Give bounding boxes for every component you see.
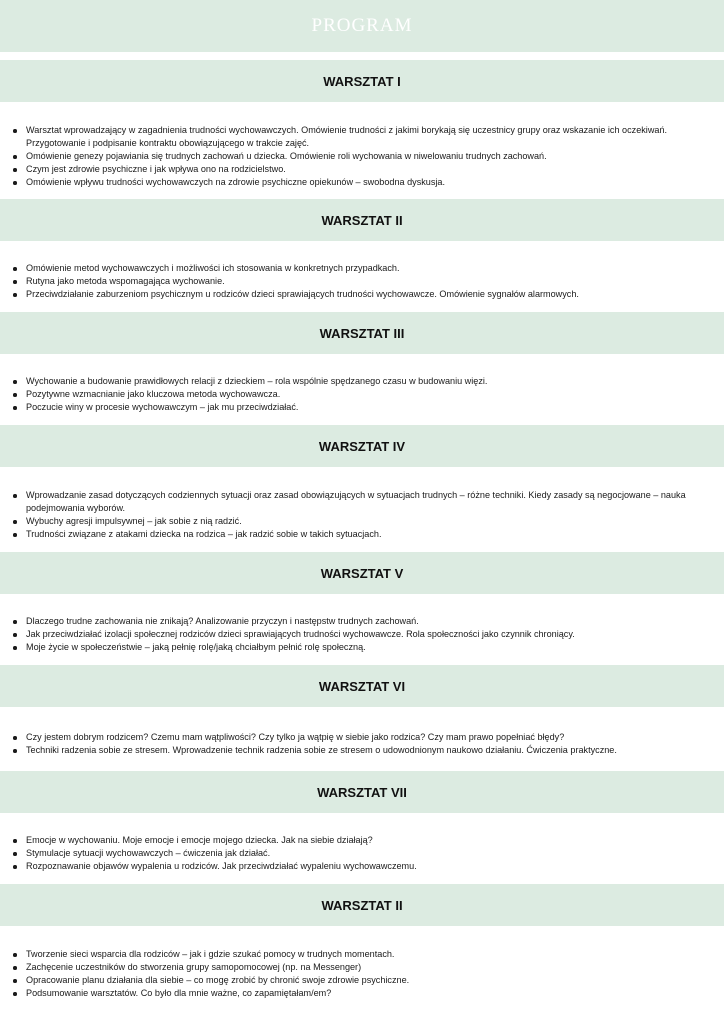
list-item: Omówienie genezy pojawiania się trudnych zachowań u dziecka. Omówienie roli wychowania w niwelowaniu trudnych zachowań. (26, 150, 706, 163)
section-title: WARSZTAT II (321, 897, 403, 913)
section-list-5 (0, 615, 706, 654)
list-item: Czym jest zdrowie psychiczne i jak wpływa ono na rodzicielstwo. (26, 163, 706, 176)
list-item: Techniki radzenia sobie ze stresem. Wprowadzenie technik radzenia sobie ze stresem o udowodnionym naukowo działaniu. Ćwiczenia praktyczne. (26, 744, 706, 757)
program-header (0, 0, 724, 52)
list-item: Trudności związane z atakami dziecka na rodzica – jak radzić sobie w takich sytuacjach. (26, 528, 706, 541)
section-header-8 (0, 884, 724, 926)
list-item: Rozpoznawanie objawów wypalenia u rodziców. Jak przeciwdziałać wypaleniu wychowawczemu. (26, 860, 706, 873)
list-item: Moje życie w społeczeństwie – jaką pełnię rolę/jaką chciałbym pełnić rolę społeczną. (26, 641, 706, 654)
section-title: WARSZTAT VI (318, 678, 406, 694)
list-item: Dlaczego trudne zachowania nie znikają? Analizowanie przyczyn i następstw trudnych zachowań. (26, 615, 706, 628)
list-item: Opracowanie planu działania dla siebie – co mogę zrobić by chronić swoje zdrowie psychiczne. (26, 974, 706, 987)
section-title: WARSZTAT VII (317, 784, 407, 800)
section-header-3 (0, 312, 724, 354)
list-item: Omówienie metod wychowawczych i możliwości ich stosowania w konkretnych przypadkach. (26, 262, 706, 275)
list-item: Czy jestem dobrym rodzicem? Czemu mam wątpliwości? Czy tylko ja wątpię w siebie jako rodzica? Czy mam prawo popełniać błędy? (26, 731, 706, 744)
section-header-2 (0, 199, 724, 241)
section-list-4 (0, 489, 706, 541)
list-item: Pozytywne wzmacnianie jako kluczowa metoda wychowawcza. (26, 388, 706, 401)
section-list-3 (0, 375, 706, 414)
section-title: WARSZTAT III (319, 325, 405, 341)
list-item: Warsztat wprowadzający w zagadnienia trudności wychowawczych. Omówienie trudności z jakimi borykają się uczestnicy grupy oraz wskazanie ich oczekiwań. Przygotowanie i podpisanie kontraktu obowiązującego w trakcie zajęć. (26, 124, 706, 150)
list-item: Omówienie wpływu trudności wychowawczych na zdrowie psychiczne opiekunów – swobodna dyskusja. (26, 176, 706, 189)
section-list-7 (0, 834, 706, 873)
section-header-1 (0, 60, 724, 102)
section-title: WARSZTAT II (321, 212, 403, 228)
section-title: WARSZTAT I (323, 73, 401, 89)
section-title: WARSZTAT IV (318, 438, 406, 454)
list-item: Jak przeciwdziałać izolacji społecznej rodziców dzieci sprawiających trudności wychowawcze. Rola społeczności jako czynnik chroniący. (26, 628, 706, 641)
list-item: Rutyna jako metoda wspomagająca wychowanie. (26, 275, 706, 288)
list-item: Wprowadzanie zasad dotyczących codziennych sytuacji oraz zasad obowiązujących w sytuacjach trudnych – różne techniki. Kiedy zasady są negocjowane – nauka podejmowania wyborów. (26, 489, 706, 515)
list-item: Poczucie winy w procesie wychowawczym – jak mu przeciwdziałać. (26, 401, 706, 414)
list-item: Podsumowanie warsztatów. Co było dla mnie ważne, co zapamiętałam/em? (26, 987, 706, 1000)
list-item: Wybuchy agresji impulsywnej – jak sobie z nią radzić. (26, 515, 706, 528)
section-list-8 (0, 948, 706, 1000)
section-title: WARSZTAT V (320, 565, 404, 581)
list-item: Emocje w wychowaniu. Moje emocje i emocje mojego dziecka. Jak na siebie działają? (26, 834, 706, 847)
list-item: Stymulacje sytuacji wychowawczych – ćwiczenia jak działać. (26, 847, 706, 860)
page-title: PROGRAM (311, 15, 413, 36)
list-item: Tworzenie sieci wsparcia dla rodziców – jak i gdzie szukać pomocy w trudnych momentach. (26, 948, 706, 961)
section-list-2 (0, 262, 706, 301)
list-item: Przeciwdziałanie zaburzeniom psychicznym u rodziców dzieci sprawiających trudności wychowawcze. Omówienie sygnałów alarmowych. (26, 288, 706, 301)
section-header-4 (0, 425, 724, 467)
section-list-1 (0, 124, 706, 189)
list-item: Wychowanie a budowanie prawidłowych relacji z dzieckiem – rola wspólnie spędzanego czasu w budowaniu więzi. (26, 375, 706, 388)
section-list-6 (0, 731, 706, 757)
section-header-5 (0, 552, 724, 594)
section-header-6 (0, 665, 724, 707)
section-header-7 (0, 771, 724, 813)
list-item: Zachęcenie uczestników do stworzenia grupy samopomocowej (np. na Messenger) (26, 961, 706, 974)
